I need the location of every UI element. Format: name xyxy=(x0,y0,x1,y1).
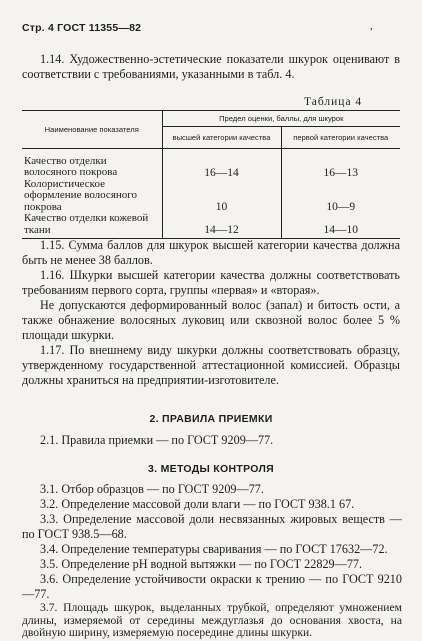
method-3-4: 3.4. Определение температуры сваривания — по ГОСТ 17632—72. xyxy=(40,542,388,556)
margin-mark: , xyxy=(370,20,373,32)
row-name: Качество отделки кожевой ткани xyxy=(22,213,162,239)
table-row xyxy=(22,149,400,179)
row-first-value: 14—10 xyxy=(281,213,400,239)
method-3-5: 3.5. Определение pH водной вытяжки — по ГОСТ 22829—77. xyxy=(40,557,363,571)
column-header-high: высшей категории качества xyxy=(162,127,281,149)
table-row xyxy=(22,179,400,214)
row-high-value: 14—12 xyxy=(162,213,281,239)
paragraph-1-15: 1.15. Сумма баллов для шкурок высшей категории качества должна быть не менее 38 баллов. xyxy=(22,238,400,267)
section-title-3: 3. МЕТОДЫ КОНТРОЛЯ xyxy=(148,463,274,475)
method-3-3: 3.3. Определение массовой доли несвязанных жировых веществ — по ГОСТ 938.5—68. xyxy=(22,512,402,541)
method-3-2: 3.2. Определение массовой доли влаги — по ГОСТ 938.1 67. xyxy=(40,497,355,511)
paragraph-1-16: 1.16. Шкурки высшей категории качества должны соответствовать требованиям первого сорта, группы «первая» и «вторая». xyxy=(22,268,400,297)
row-high-value: 10 xyxy=(162,179,281,214)
paragraph-note: Не допускаются деформированный волос (запал) и битость ости, а также обнажение волосяных луковиц или сквозной волос более 5 % площади шкурки. xyxy=(22,298,400,342)
row-first-value: 10—9 xyxy=(326,201,356,213)
row-high-value: 16—14 xyxy=(162,149,281,179)
row-name: Качество отделки волосяного покрова xyxy=(22,149,162,179)
paragraph-2-1: 2.1. Правила приемки — по ГОСТ 9209—77. xyxy=(40,433,274,447)
section-title-2: 2. ПРАВИЛА ПРИЕМКИ xyxy=(149,413,273,425)
method-3-1: 3.1. Отбор образцов — по ГОСТ 9209—77. xyxy=(40,482,264,496)
page-header: Стр. 4 ГОСТ 11355—82 xyxy=(22,22,142,34)
column-header-first: первой категории качества xyxy=(281,127,400,149)
method-3-6: 3.6. Определение устойчивости окраски к трению — по ГОСТ 9210—77. xyxy=(22,572,402,601)
column-header-name: Наименование показателя xyxy=(22,111,162,149)
paragraph-1-14: 1.14. Художественно-эстетические показатели шкурок оценивают в соответствии с требованиями, указанными в табл. 4. xyxy=(22,52,400,81)
column-header-group: Предел оценки, баллы, для шкурок xyxy=(162,111,400,127)
table-4 xyxy=(22,110,400,239)
method-3-7: 3.7. Площадь шкурок, выделанных трубкой, определяют умножением длины, измеряемой от середины междуглазья до основания хвоста, на двойную ширину, измеряемую посередине длины шкурки. xyxy=(22,601,402,639)
row-first-value: 16—13 xyxy=(323,166,358,179)
table-caption: Таблица 4 xyxy=(304,96,363,108)
paragraph-1-17: 1.17. По внешнему виду шкурки должны соответствовать образцу, утвержденному государственной аттестационной комиссией. Образцы должны храниться на предприятии-изготовителе. xyxy=(22,343,400,387)
row-name: Колористическое оформление волосяного покрова xyxy=(22,179,162,214)
table-row xyxy=(22,213,400,239)
